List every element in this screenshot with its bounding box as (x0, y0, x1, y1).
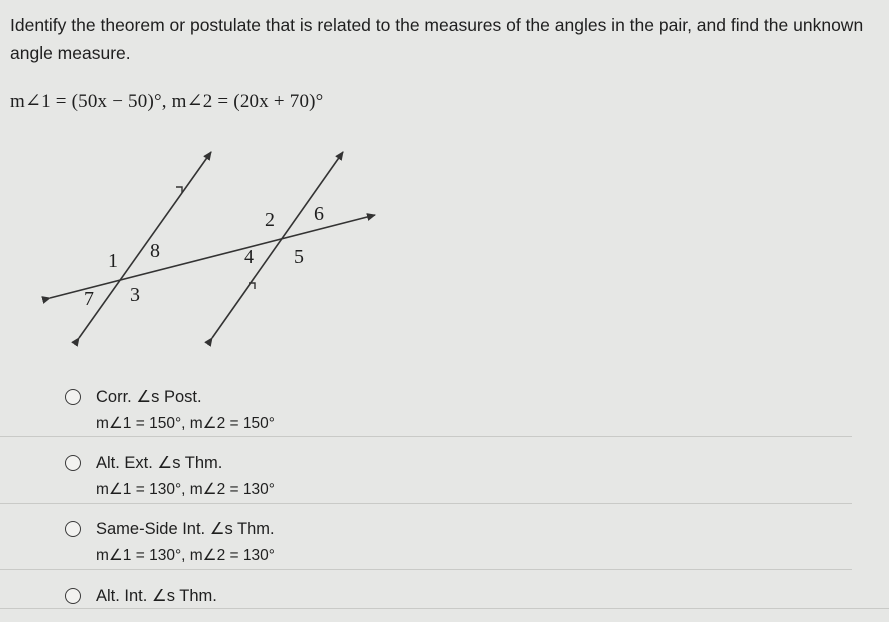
angle-label-4: 4 (244, 246, 254, 268)
option-measure-3: m∠1 = 130°, m∠2 = 130° (96, 547, 275, 564)
angle-label-1: 1 (108, 250, 118, 272)
angle-label-3: 3 (130, 284, 140, 306)
angle-label-7: 7 (84, 288, 94, 310)
angle-label-8: 8 (150, 240, 160, 262)
option-label-3: Same-Side Int. ∠s Thm. (96, 520, 275, 538)
radio-button-3[interactable] (65, 521, 81, 537)
option-divider-3 (0, 569, 852, 570)
radio-button-4[interactable] (65, 588, 81, 604)
transversal-line (50, 215, 375, 298)
option-divider-4 (0, 608, 889, 609)
parallel-line-left (79, 152, 211, 338)
angle-label-5: 5 (294, 246, 304, 268)
option-measure-2: m∠1 = 130°, m∠2 = 130° (96, 481, 275, 498)
option-divider-2 (0, 503, 852, 504)
option-label-4: Alt. Int. ∠s Thm. (96, 587, 217, 605)
given-angle-expressions: m∠1 = (50x − 50)°, m∠2 = (20x + 70)° (10, 91, 324, 112)
option-measure-1: m∠1 = 150°, m∠2 = 150° (96, 415, 275, 432)
radio-button-2[interactable] (65, 455, 81, 471)
option-divider-1 (0, 436, 852, 437)
radio-button-1[interactable] (65, 389, 81, 405)
transversal-diagram (0, 140, 400, 350)
option-label-2: Alt. Ext. ∠s Thm. (96, 454, 223, 472)
parallel-mark-left (176, 187, 182, 193)
option-label-1: Corr. ∠s Post. (96, 388, 202, 406)
angle-label-2: 2 (265, 209, 275, 231)
question-prompt: Identify the theorem or postulate that is related to the measures of the angles in the pair, and find the unknown angle measure. (10, 15, 864, 63)
angle-label-6: 6 (314, 203, 324, 225)
parallel-line-right (212, 152, 343, 338)
